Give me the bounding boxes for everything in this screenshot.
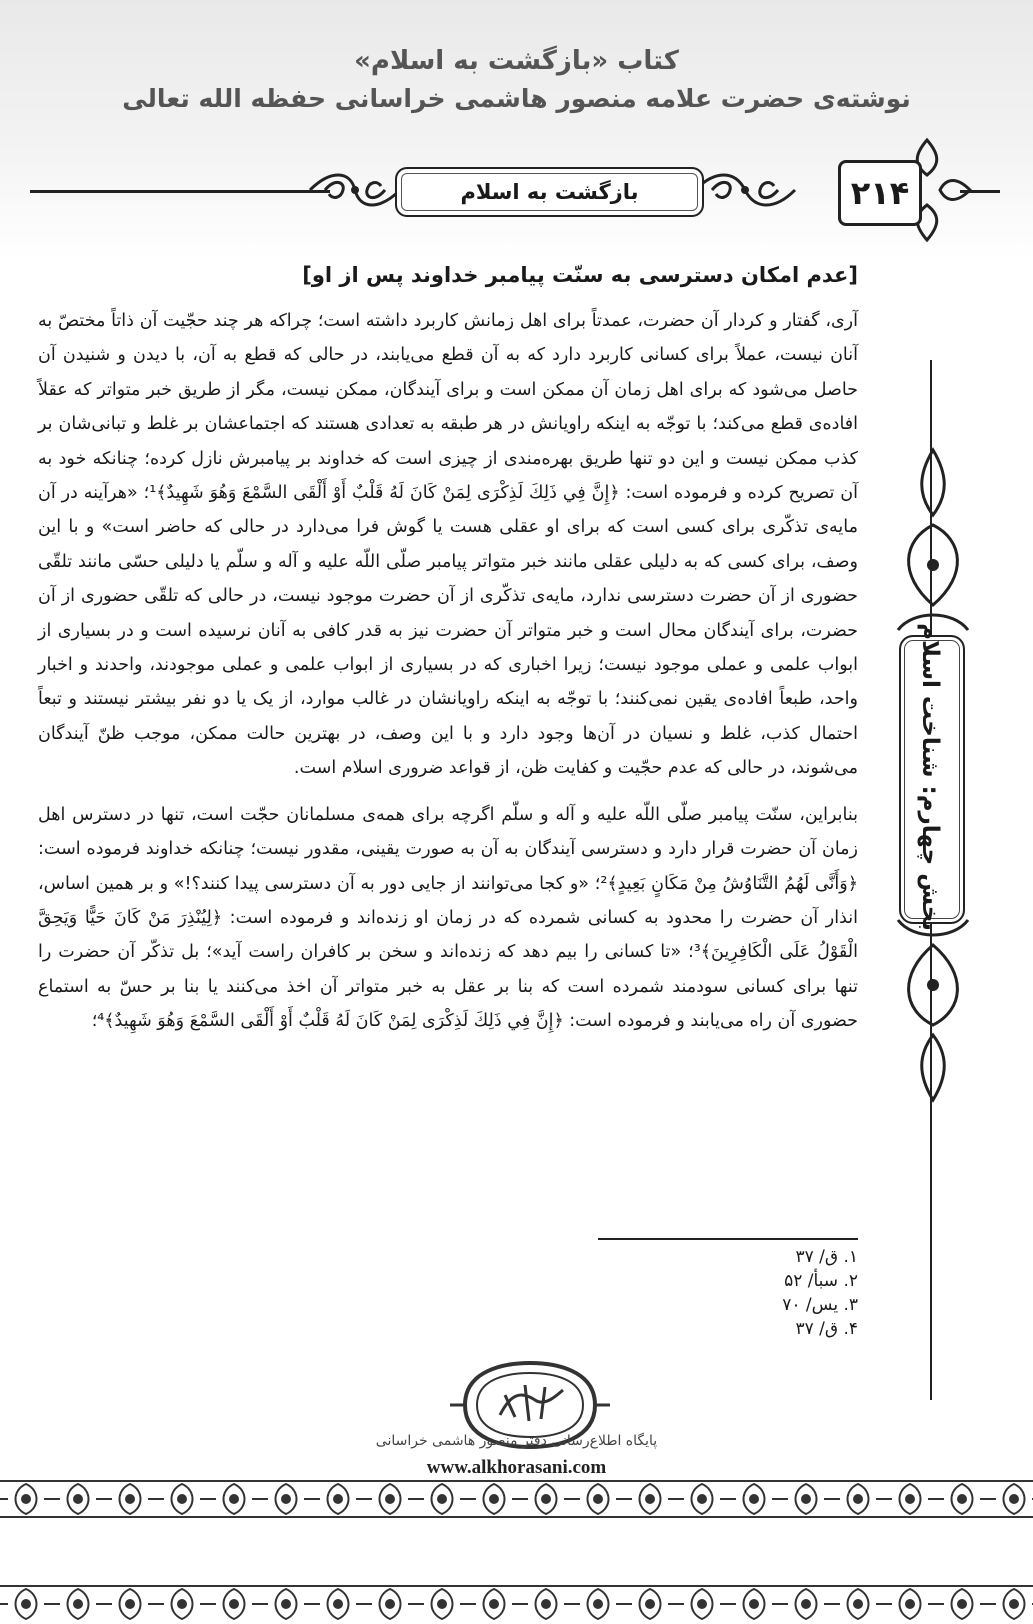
website-url: www.alkhorasani.com <box>426 1457 607 1478</box>
main-text <box>38 258 858 1051</box>
header-rule-left <box>30 190 330 193</box>
side-label: بخش چهارم: شناخت اسلام <box>917 623 943 931</box>
decorative-footer-border <box>0 1480 1033 1518</box>
footnote: ۱. ق/ ۳۷ <box>795 1247 858 1267</box>
side-ornament-top <box>888 445 978 635</box>
section-heading: [عدم امکان دسترسی به سنّت پیامبر خداوند پس از او] <box>302 263 858 287</box>
running-title: بازگشت به اسلام <box>395 167 704 217</box>
footnote: ۳. یس/ ۷۰ <box>782 1295 858 1315</box>
footnotes <box>630 1245 858 1341</box>
side-ornament-bottom <box>888 915 978 1105</box>
seal-caption: پایگاه اطلاع‌رسانی دفتر منصور هاشمی خراسانی <box>375 1433 658 1449</box>
paragraph-1: آری، گفتار و کردار آن حضرت، عمدتاً برای اهل زمانش کاربرد داشته است؛ چراکه هر چند حجّیت آن ذاتاً مختصّ به آنان نیست، عملاً برای کسانی کاربرد دارد که به آن قطع می‌یابند، در حالی که قطع به آن، با دیدن و شنیدن آن حاصل می‌شود که برای اهل زمان آن ممکن است و برای آیندگان، ممکن نیست، مگر از طریق خبر متواتر که عقلاً افاده‌ی قطع می‌کند؛ با توجّه به اینکه راویانش در هر طبقه به تعدادی هستند که اجتماعشان بر غلط و تبانی‌شان بر کذب ممکن نیست و این دو تنها طریق بهره‌مندی از چیزی است که خداوند بر پیامبرش نازل کرده؛ چنانکه خود به آن تصریح کرده و فرموده است: ﴿إِنَّ فِي ذَلِكَ لَذِكْرَى لِمَنْ كَانَ لَهُ قَلْبٌ أَوْ أَلْقَى السَّمْعَ وَهُوَ شَهِيدٌ﴾¹؛ «هرآینه در آن مایه‌ی تذکّری برای کسی است که برای او عقلی هست یا گوش فرا می‌دارد در حالی که حاضر است» و با این وصف، برای کسی که به دلیلی عقلی مانند خبر متواتر پیامبر صلّی اللّه علیه و آله و سلّم یا دلیلی حسّی مانند تلقّی حضوری از آن حضرت دسترسی ندارد، مایه‌ی تذکّری از آن حضرت موجود نیست، در حالی که تلقّی حضوری از آن حضرت، برای آیندگان محال است و خبر متواتر آن حضرت نیز به قدر کافی به آنان نرسیده است و در بسیاری از ابواب علمی و عملی موجود نیست؛ زیرا اخباری که در بسیاری از ابواب علمی و عملی موجودند، واحدند و اخبار واحد، طبعاً افاده‌ی یقین نمی‌کنند؛ با توجّه به اینکه راویانشان در غالب موارد، از یک یا دو نفر بیشتر نیستند و تبعاً احتمال کذب، غلط و نسیان در آن‌ها وجود دارد و با این وصف، در بهترین حالت ممکن، موجب ظنّ آیندگان می‌شوند، در حالی که عدم حجّیت و کفایت ظن، از قواعد ضروری اسلام است. <box>38 311 858 779</box>
author-line: نوشته‌ی حضرت علامه منصور هاشمی خراسانی حفظه الله تعالی <box>122 84 911 113</box>
footnote: ۴. ق/ ۳۷ <box>795 1319 858 1339</box>
footnote-rule <box>598 1238 858 1240</box>
book-title: کتاب «بازگشت به اسلام» <box>354 46 679 76</box>
decorative-footer-border-bottom <box>0 1585 1033 1624</box>
page-number: ۲۱۴ <box>838 160 922 226</box>
footnote: ۲. سبأ/ ۵۲ <box>784 1271 858 1291</box>
flourish-ornament-middle <box>690 160 800 220</box>
paragraph-2: بنابراین، سنّت پیامبر صلّی اللّه علیه و آله و سلّم اگرچه برای همه‌ی مسلمانان حجّت است، تنها در دسترس اهل زمان آن حضرت قرار دارد و دسترسی آیندگان به آن به صورت یقینی، مقدور نیست؛ چنانکه خداوند فرموده است: ﴿وَأَنَّى لَهُمُ التَّنَاوُشُ مِنْ مَكَانٍ بَعِيدٍ﴾²؛ «و کجا می‌توانند از جایی دور به آن دسترسی پیدا کنند؟!» و بر همین اساس، انذار آن حضرت را محدود به کسانی شمرده که در زمان او زنده‌اند و فرموده است: ﴿لِيُنْذِرَ مَنْ كَانَ حَيًّا وَيَحِقَّ الْقَوْلُ عَلَى الْكَافِرِينَ﴾³؛ «تا کسانی را بیم دهد که زنده‌اند و سخن بر کافران راست آید»؛ بل تذکّر آن حضرت را تنها برای کسانی سودمند شمرده است که بنا بر عقل به خبر متواتر آن اخذ می‌کنند یا بنا بر حسّ به استماع حضوری آن راه می‌یابند و فرموده است: ﴿إِنَّ فِي ذَلِكَ لَذِكْرَى لِمَنْ كَانَ لَهُ قَلْبٌ أَوْ أَلْقَى السَّمْعَ وَهُوَ شَهِيدٌ﴾⁴؛ <box>38 804 858 1032</box>
flourish-ornament-left <box>305 160 405 220</box>
